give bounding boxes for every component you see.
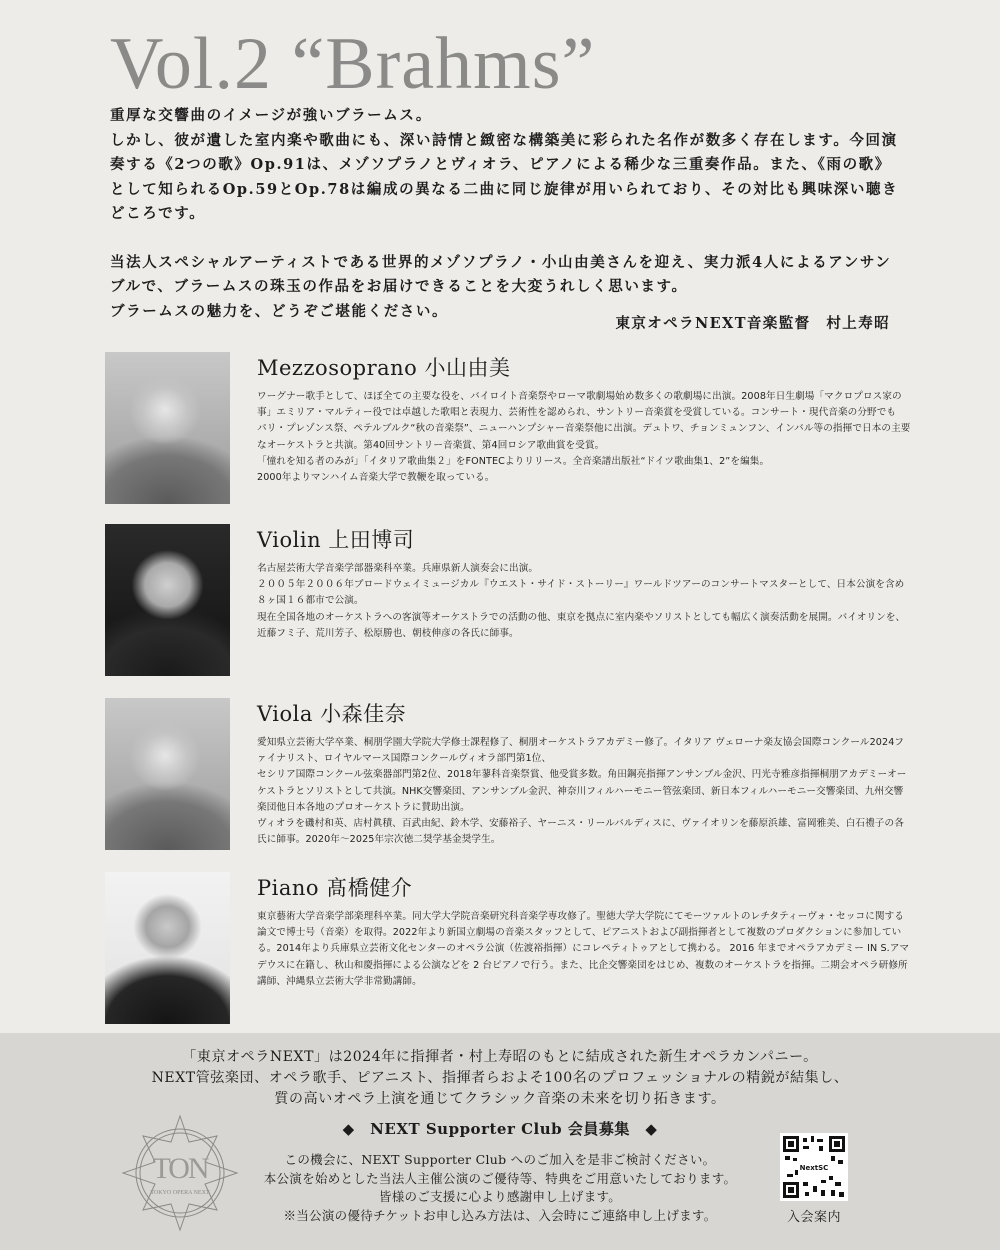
artist-name: Viola 小森佳奈: [257, 702, 407, 726]
artist-photo: [105, 698, 230, 850]
artist-bio: [257, 561, 913, 642]
bio-text: ヴィオラを磯村和英、店村眞積、百武由紀、鈴木学、安藤裕子、ヤーニス・リールバルディスに、ヴァイオリンを藤原浜雄、富岡雅美、白石禮子の各氏に師事。2020年〜2025年宗次徳二奨学基金奨学生。: [257, 818, 904, 846]
artist-name: Violin 上田博司: [257, 528, 415, 552]
club-line: この機会に、NEXT Supporter Club へのご加入を是非ご検討ください。: [284, 1152, 716, 1167]
qr-code[interactable]: [780, 1133, 848, 1201]
tokyo-opera-next-logo: [119, 1112, 241, 1234]
artist-name: Mezzosoprano 小山由美: [257, 356, 511, 380]
bio-text: 「憧れを知る者のみが」「イタリア歌曲集２」をFONTECよりリリース。全音楽譜出版社“ドイツ歌曲集1、2”を編集。: [257, 455, 770, 467]
qr-label: 入会案内: [786, 1210, 841, 1225]
artist-photo: [105, 872, 230, 1024]
bio-text: 現在全国各地のオーケストラへの客演等オーケストラでの活動の他、東京を拠点に室内楽やソリストとしても幅広く演奏活動を展開。バイオリンを、近藤フミ子、荒川芳子、松原勝也、朝枝伸彦の各氏に師事。: [257, 611, 906, 639]
artist-bio: [257, 735, 913, 848]
logo-text: TOKYO OPERA NEXT: [150, 1190, 210, 1196]
bio-text: 東京藝術大学音楽学部楽理科卒業。同大学大学院音楽研究科音楽学専攻修了。聖徳大学大学院にてモーツァルトのレチタティーヴォ・セッコに関する論文で博士号（音楽）を取得。2022年より新国立劇場の音楽スタッフとして、ピアニストおよび副指揮者として複数のプロダクションに参加している。2014年より兵庫県立芸術文化センターのオペラ公演（佐渡裕指揮）にコレペティトゥアとして携わる。 2016 年までオペラアカデミー IN S.アマデウスに在籍し、秋山和慶指揮による公演などを 2 台ピアノで行う。また、比企交響楽団をはじめ、複数のオーケストラを指揮。二期会オペラ研修所講師、沖縄県立芸術大学非常勤講師。: [257, 911, 910, 987]
club-line: 皆様のご支援に心より感謝申し上げます。: [378, 1189, 622, 1204]
about-line: NEXT管弦楽団、オペラ歌手、ピアニスト、指揮者らおよそ100名のプロフェッショナルの精鋭が結集し、: [151, 1070, 849, 1086]
qr-text: NextSC: [799, 1164, 829, 1172]
about-line: 「東京オペラNEXT」は2024年に指揮者・村上寿昭のもとに結成された新生オペラカンパニー。: [182, 1049, 818, 1065]
company-description: [0, 1047, 1000, 1110]
artist-bio: [257, 389, 913, 486]
qr-code-icon: [783, 1136, 845, 1198]
supporter-club-heading: ◆ NEXT Supporter Club 会員募集 ◆: [342, 1120, 658, 1138]
club-line: ※当公演の優待チケットお申し込み方法は、入会時にご連絡申し上げます。: [283, 1207, 717, 1223]
intro-line: 当法人スペシャルアーティストである世界的メゾソプラノ・小山由美さんを迎え、実力派4人によるアンサンブルで、ブラームスの珠玉の作品をお届けできることを大変うれしく思います。: [110, 253, 892, 295]
intro-line: ブラームスの魅力を、どうぞご堪能ください。: [110, 302, 449, 320]
club-line: 本公演を始めとした当法人主催公演のご優待等、特典をご用意いたしております。: [263, 1170, 737, 1186]
intro-line: 重厚な交響曲のイメージが強いブラームス。: [110, 107, 432, 124]
about-line: 質の高いオペラ上演を通じてクラシック音楽の未来を切り拓きます。: [274, 1091, 726, 1107]
bio-text: 愛知県立芸術大学卒業、桐朋学園大学院大学修士課程修了、桐朋オーケストラアカデミー修了。イタリア ヴェローナ楽友協会国際コンクール2024ファイナリスト、ロイヤルマース国際コンクールヴィオラ部門第1位、: [257, 737, 905, 765]
bio-text: ２００５年２００６年ブロードウェイミュージカル『ウエスト・サイド・ストーリー』ワールドツアーのコンサートマスターとして、日本公演を含め８ヶ国１６都市で公演。: [257, 579, 905, 607]
intro-message: [110, 104, 900, 324]
bio-text: 2000年よりマンハイム音楽大学で教鞭を取っている。: [257, 472, 495, 484]
bio-text: ワーグナー歌手として、ほぼ全ての主要な役を、バイロイト音楽祭やローマ歌劇場始め数多くの歌劇場に出演。2008年日生劇場「マクロプロス家の事」エミリア・マルティー役では卓越した歌唱と表現力、芸術性を認められ、サントリー音楽賞を受賞している。コンサート・現代音楽の分野でも パリ・プレゾンス祭、ペテルブルク“秋の音楽祭”、ニューハンプシャー音楽祭他に出演。デュトワ、チョンミュンフン、インバル等の指揮で日本の主要なオーケストラと共演。第40回サントリー音楽賞、第4回ロシア歌曲賞を受賞。: [257, 391, 911, 451]
artist-name: Piano 髙橋健介: [257, 876, 413, 900]
intro-line: しかし、彼が遺した室内楽や歌曲にも、深い詩情と緻密な構築美に彩られた名作が数多く存在します。今回演奏する《2つの歌》Op.91は、メゾソプラノとヴィオラ、ピアノによる稀少な三重奏作品。また、《雨の歌》として知られるOp.59とOp.78は編成の異なる二曲に同じ旋律が用いられており、その対比も興味深い聴きどころです。: [110, 131, 899, 222]
artist-bio: [257, 909, 913, 990]
logo-letters: TON: [152, 1152, 208, 1185]
artist-photo: [105, 352, 230, 504]
bio-text: セシリア国際コンクール弦楽器部門第2位、2018年蓼科音楽祭賞、他受賞多数。角田鋼亮指揮アンサンブル金沢、円光寺雅彦指揮桐朋アカデミーオーケストラとソリストとして共演。NHK交響楽団、アンサンブル金沢、神奈川フィルハーモニー管弦楽団、新日本フィルハーモニー交響楽団、九州交響楽団他日本各地のプロオーケストラに賛助出演。: [257, 769, 907, 813]
bio-text: 名古屋芸術大学音楽学部器楽科卒業。兵庫県新人演奏会に出演。: [257, 563, 539, 574]
artist-photo: [105, 524, 230, 676]
signature: 東京オペラNEXT音楽監督 村上寿昭: [615, 315, 890, 332]
page-title: Vol.2 “Brahms”: [110, 23, 596, 105]
